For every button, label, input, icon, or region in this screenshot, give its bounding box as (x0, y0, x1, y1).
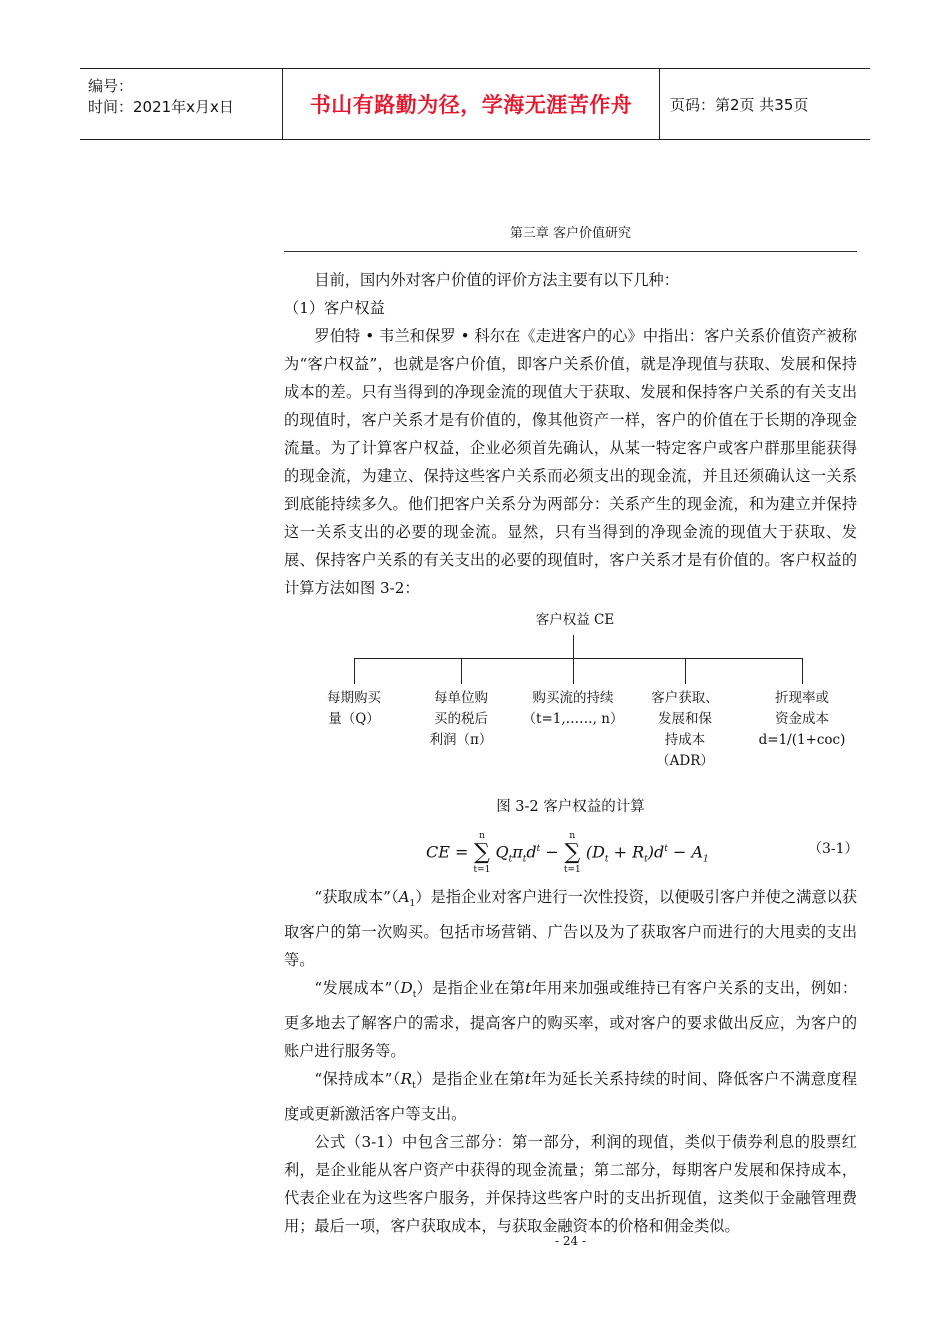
node-line: 折现率或 (775, 690, 829, 706)
date-label: 时间：2021年x月x日 (88, 98, 234, 116)
sum-upper: n (479, 831, 485, 841)
branch-line (461, 658, 462, 684)
page-info: 页码：第2页 共35页 (670, 95, 809, 114)
motto: 书山有路勤为径，学海无涯苦作舟 (283, 69, 660, 139)
sup-t: t (664, 844, 668, 855)
sub-t: t (644, 854, 648, 865)
node-line: 客户获取、 (651, 690, 719, 706)
paragraph-retention-cost (284, 1065, 857, 1128)
paragraph-formula-explanation: 公式（3-1）中包含三部分：第一部分，利润的现值，类似于债券利息的股票红利，是企业能从客户资产中获得的现金流量；第二部分，每期客户发展和保持成本，代表企业在为这些客户服务，并保持这些客户时的支出折现值，这类似于金融管理费用；最后一项，客户获取成本，与获取金融资本的价格和佣金类似。 (284, 1133, 857, 1236)
paragraph-development-cost (284, 974, 857, 1065)
node-line: 买的税后 (434, 711, 488, 727)
text-run: “发展成本”（ (314, 979, 401, 998)
var-d: D (400, 979, 413, 998)
serial-label: 编号： (88, 77, 134, 95)
text-run: ）是指企业对客户进行一次性投资，以便吸引客户并使之满意以获取客户的第一次购买。包括市场营销、广告以及为了获取客户而进行的大甩卖的支出等。 (284, 888, 858, 970)
tree-diagram (300, 610, 850, 780)
formula-lhs: CE (426, 842, 450, 862)
text-run: “保持成本”（ (314, 1070, 401, 1089)
node-line: 量（Q） (328, 711, 380, 727)
paragraph-acquisition-cost (284, 883, 857, 974)
node-line: 每单位购 (434, 690, 488, 706)
text-run: ）是指企业在第 (416, 979, 526, 998)
formula-number: （3-1） (808, 841, 859, 857)
sum-upper: n (569, 831, 576, 841)
var-a: A (398, 888, 410, 906)
node-adr-cost (635, 688, 735, 772)
text-block-bottom (284, 883, 857, 1240)
node-line: 发展和保 (658, 711, 712, 727)
node-line: （t=1,……, n） (522, 711, 624, 727)
term-a: − A (673, 842, 704, 862)
node-unit-profit (411, 688, 511, 751)
var-t: t (524, 1070, 531, 1089)
var-r: R (400, 1070, 413, 1089)
chapter-rule (284, 251, 857, 252)
term-pi: π (512, 842, 523, 862)
section-heading: （1）客户权益 (284, 299, 385, 317)
page-header (80, 68, 870, 140)
node-line: 资金成本 (775, 711, 829, 727)
branch-line (802, 658, 803, 684)
node-purchase-quantity (304, 688, 404, 730)
term-d: (D (585, 842, 605, 862)
sigma-icon: ∑ (564, 840, 581, 865)
node-line: 每期购买 (327, 690, 381, 706)
term-d: d (526, 842, 537, 862)
sum-symbol (564, 830, 581, 876)
term-q: Q (495, 842, 509, 862)
sup-t: t (536, 844, 541, 855)
node-duration (513, 688, 633, 730)
header-meta (80, 69, 283, 139)
node-line: d=1/(1+coc) (758, 732, 846, 748)
sum-symbol (474, 830, 491, 876)
term-r: + R (608, 842, 645, 862)
formula (426, 830, 709, 876)
page-number: - 24 - (554, 1234, 586, 1248)
node-line: 购买流的持续 (532, 690, 614, 706)
sub-t: t (412, 1081, 416, 1092)
text-run: ）是指企业在第 (415, 1070, 525, 1089)
text-block-top (284, 266, 857, 602)
sum-lower: t=1 (473, 865, 491, 875)
sub-t: t (508, 854, 513, 865)
paragraph-1: 罗伯特 • 韦兰和保罗 • 科尔在《走进客户的心》中指出：客户关系价值资产被称为“客户权益”，也就是客户价值，即客户关系价值，就是净现值与获取、发展和保持成本的差。只有当得到的净现金流的现值大于获取、发展和保持客户关系的有关支出的现值时，客户关系才是有价值的，像其他资产一样，客户的价值在于长期的净现金流量。为了计算客户权益，企业必须首先确认，从某一特定客户或客户群那里能获得的现金流，为建立、保持这些客户关系而必须支出的现金流，并且还须确认这一关系到底能持续多久。他们把客户关系分为两部分：关系产生的现金流，和为建立并保持这一关系支出的必要的现金流。显然，只有当得到的净现金流的现值大于获取、发展、保持客户关系的有关支出的必要的现值时，客户关系才是有价值的。客户权益的计算方法如图 3-2： (284, 327, 857, 597)
sub-t: t (604, 854, 609, 865)
text-run: “获取成本”（ (314, 888, 399, 906)
minus: − (545, 842, 559, 862)
diagram-root: 客户权益 CE (535, 612, 615, 628)
sum-lower: t=1 (563, 865, 581, 875)
sub-t: t (522, 854, 527, 865)
text-run: 年用来加强或维持已有客户关系的支出，例如：更多地去了解客户的需求，提高客户的购买率，或对客户的要求做出反应，为客户的账户进行服务等。 (284, 979, 858, 1061)
var-t: t (525, 979, 532, 998)
sub-1: 1 (703, 854, 709, 865)
node-line: 持成本 (664, 732, 706, 748)
chapter-title: 第三章 客户价值研究 (509, 226, 632, 241)
term-d: )d (647, 842, 665, 862)
sub-t: t (412, 990, 417, 1001)
intro-paragraph: 目前，国内外对客户价值的评价方法主要有以下几种： (314, 271, 679, 289)
figure-caption: 图 3-2 客户权益的计算 (496, 799, 645, 815)
text-run: 年为延长关系持续的时间、降低客户不满意度程度或更新激活客户等支出。 (284, 1070, 858, 1124)
formula-eq: = (455, 842, 469, 862)
node-line: （ADR） (656, 753, 714, 769)
branch-line (354, 658, 355, 684)
sub-1: 1 (409, 899, 416, 910)
node-line: 利润（π） (429, 732, 493, 748)
horizontal-connector (354, 658, 802, 659)
sigma-icon: ∑ (474, 840, 490, 865)
branch-line (685, 658, 686, 684)
branch-line (573, 658, 574, 684)
node-discount-rate (742, 688, 862, 751)
